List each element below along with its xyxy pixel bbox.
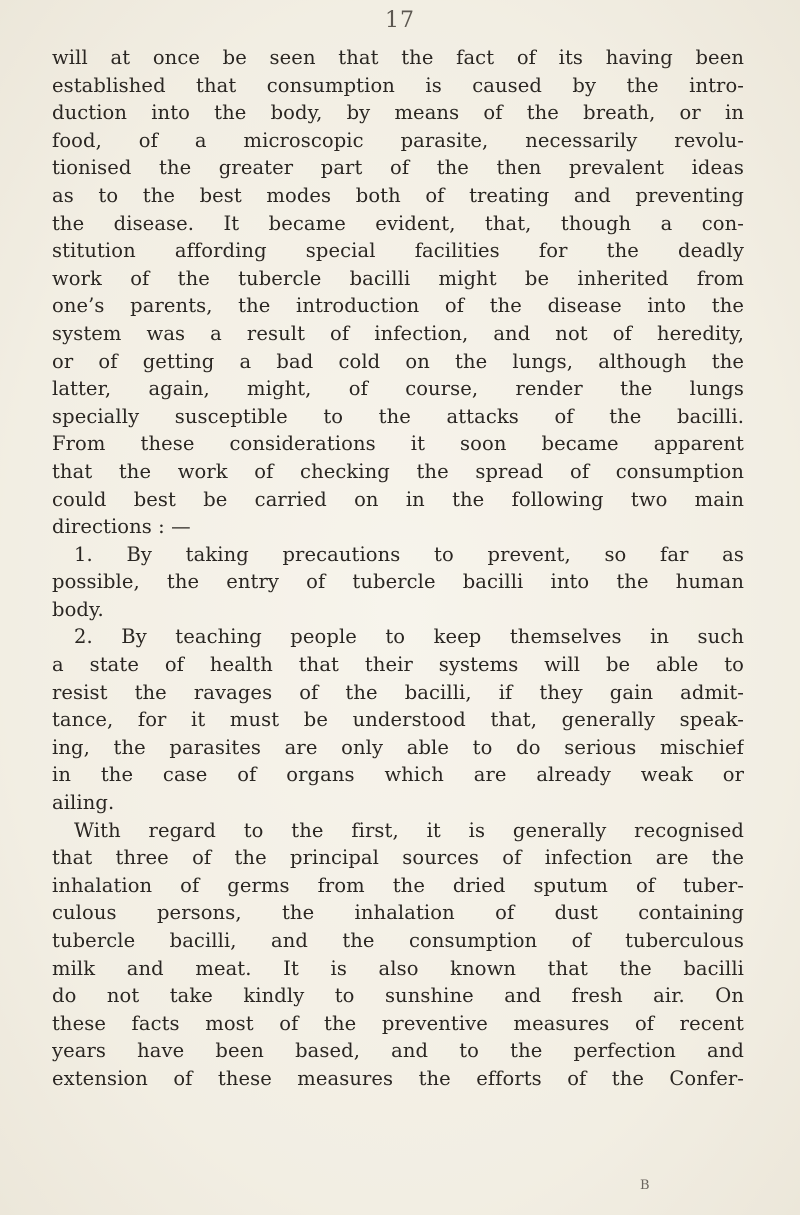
text-line: culous persons, the inhalation of dust containing <box>52 901 744 925</box>
page-number: 17 <box>385 8 415 33</box>
body-text <box>52 44 744 1093</box>
text-line: ailing. <box>52 791 115 815</box>
signature-mark: B <box>640 1178 650 1193</box>
text-line: stitution affording special facilities for the deadly <box>52 239 744 263</box>
text-line: in the case of organs which are already weak or <box>52 763 744 787</box>
text-line: tance, for it must be understood that, generally speak- <box>52 708 744 732</box>
text-line: body. <box>52 597 104 621</box>
text-line: could best be carried on in the following two main <box>52 487 744 511</box>
text-line: resist the ravages of the bacilli, if they gain admit- <box>52 680 744 704</box>
text-line: specially susceptible to the attacks of the bacilli. <box>52 404 744 428</box>
text-line: With regard to the first, it is generally recognised <box>74 818 744 842</box>
text-line: possible, the entry of tubercle bacilli into the human <box>52 570 744 594</box>
text-line: milk and meat. It is also known that the bacilli <box>52 956 744 980</box>
text-line: established that consumption is caused by the intro- <box>52 73 744 97</box>
text-line: or of getting a bad cold on the lungs, although the <box>52 349 744 373</box>
text-line: as to the best modes both of treating and preventing <box>52 183 744 207</box>
text-line: one’s parents, the introduction of the disease into the <box>52 294 744 318</box>
text-line: duction into the body, by means of the breath, or in <box>52 101 744 125</box>
text-line: a state of health that their systems will be able to <box>52 653 744 677</box>
text-line: work of the tubercle bacilli might be inherited from <box>52 266 744 290</box>
text-line: tubercle bacilli, and the consumption of tuberculous <box>52 929 744 952</box>
text-line: do not take kindly to sunshine and fresh air. On <box>52 984 744 1008</box>
text-line: tionised the greater part of the then prevalent ideas <box>52 156 744 180</box>
text-line: that three of the principal sources of infection are the <box>52 846 744 870</box>
text-line: 2. By teaching people to keep themselves in such <box>74 625 744 649</box>
text-line: food, of a microscopic parasite, necessarily revolu- <box>52 128 744 152</box>
text-line: ing, the parasites are only able to do serious mischief <box>52 735 744 759</box>
text-line: will at once be seen that the fact of its having been <box>52 46 744 69</box>
text-line: extension of these measures the efforts of the Confer- <box>52 1066 744 1090</box>
text-line: directions : — <box>52 515 191 539</box>
text-line: these facts most of the preventive measures of recent <box>52 1011 744 1035</box>
text-line: latter, again, might, of course, render the lungs <box>52 377 744 401</box>
text-line: inhalation of germs from the dried sputum of tuber- <box>52 873 744 897</box>
text-line: 1. By taking precautions to prevent, so far as <box>74 542 744 566</box>
text-line: that the work of checking the spread of consumption <box>52 459 744 483</box>
text-line: years have been based, and to the perfection and <box>52 1039 744 1063</box>
text-line: From these considerations it soon became apparent <box>52 432 744 456</box>
text-line: the disease. It became evident, that, though a con- <box>52 211 744 235</box>
text-line: system was a result of infection, and not of heredity, <box>52 321 744 345</box>
